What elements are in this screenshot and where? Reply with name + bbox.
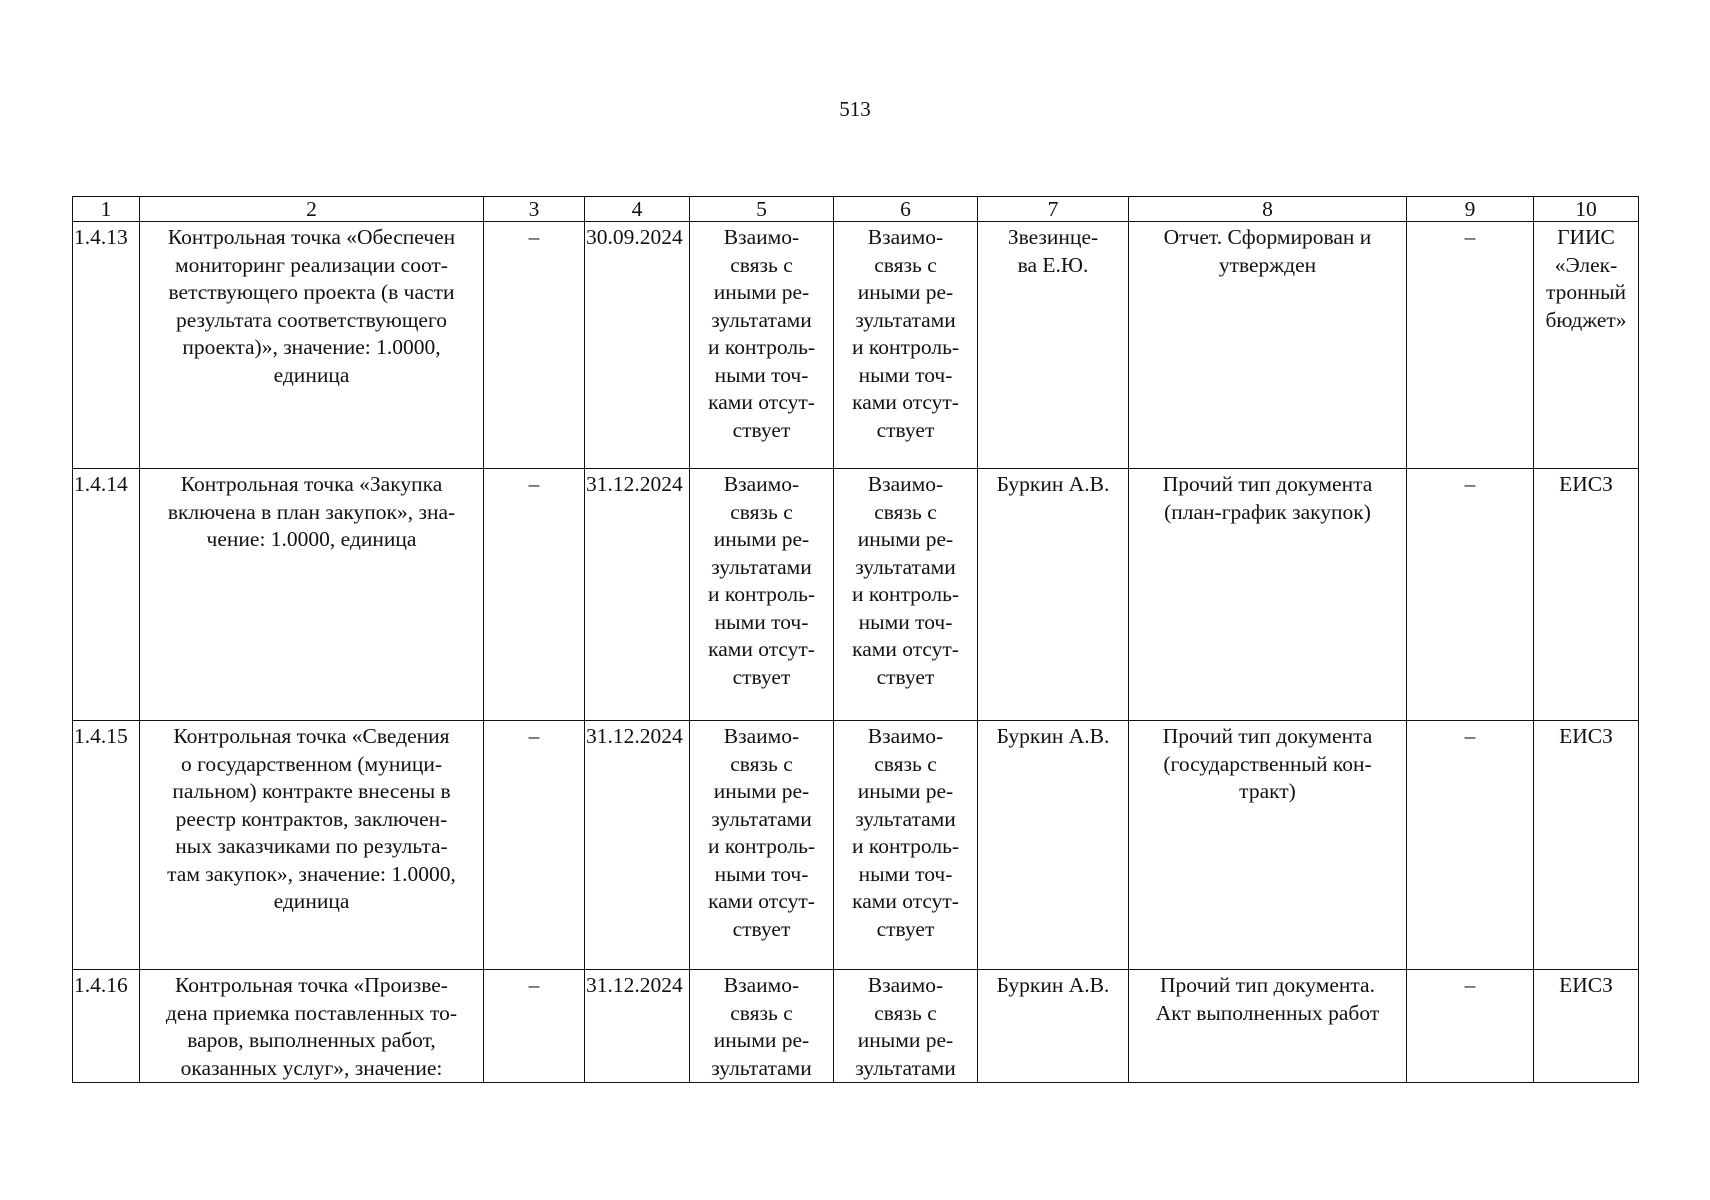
information-system: ЕИСЗ xyxy=(1534,970,1639,1083)
row-number: 1.4.16 xyxy=(73,970,140,1083)
information-system: ЕИСЗ xyxy=(1534,721,1639,970)
deadline-date: 30.09.2024 xyxy=(585,222,690,469)
control-point-name: Контрольная точка «Закупка включена в план закупок», зна- чение: 1.0000, единица xyxy=(140,469,484,721)
col9-value: – xyxy=(1407,721,1534,970)
document-type: Прочий тип документа (государственный кон- тракт) xyxy=(1129,721,1407,970)
control-points-table xyxy=(72,196,1639,1083)
information-system: ГИИС «Элек- тронный бюджет» xyxy=(1534,222,1639,469)
control-point-name: Контрольная точка «Произве- дена приемка поставленных то- варов, выполненных работ, оказанных услуг», значение: xyxy=(140,970,484,1083)
col-header-10: 10 xyxy=(1534,197,1639,222)
col-header-7: 7 xyxy=(978,197,1129,222)
row-number: 1.4.14 xyxy=(73,469,140,721)
table-row xyxy=(73,469,1639,721)
col-header-5: 5 xyxy=(690,197,834,222)
relation-results: Взаимо- связь с иными ре- зультатами и контроль- ными точ- ками отсут- ствует xyxy=(690,222,834,469)
col-header-9: 9 xyxy=(1407,197,1534,222)
relation-points: Взаимо- связь с иными ре- зультатами и контроль- ными точ- ками отсут- ствует xyxy=(834,469,978,721)
table-row xyxy=(73,721,1639,970)
deadline-date: 31.12.2024 xyxy=(585,721,690,970)
page-number: 513 xyxy=(839,97,871,121)
col-header-2: 2 xyxy=(140,197,484,222)
responsible-person: Буркин А.В. xyxy=(978,721,1129,970)
table-row xyxy=(73,222,1639,469)
row-number: 1.4.13 xyxy=(73,222,140,469)
relation-results: Взаимо- связь с иными ре- зультатами и контроль- ными точ- ками отсут- ствует xyxy=(690,469,834,721)
responsible-person: Звезинце- ва Е.Ю. xyxy=(978,222,1129,469)
relation-points: Взаимо- связь с иными ре- зультатами xyxy=(834,970,978,1083)
relation-points: Взаимо- связь с иными ре- зультатами и контроль- ными точ- ками отсут- ствует xyxy=(834,222,978,469)
row-number: 1.4.15 xyxy=(73,721,140,970)
col-header-4: 4 xyxy=(585,197,690,222)
col-header-8: 8 xyxy=(1129,197,1407,222)
document-type: Прочий тип документа. Акт выполненных работ xyxy=(1129,970,1407,1083)
col3-value: – xyxy=(484,721,585,970)
deadline-date: 31.12.2024 xyxy=(585,469,690,721)
col3-value: – xyxy=(484,970,585,1083)
col3-value: – xyxy=(484,222,585,469)
col-header-6: 6 xyxy=(834,197,978,222)
relation-results: Взаимо- связь с иными ре- зультатами xyxy=(690,970,834,1083)
col-header-3: 3 xyxy=(484,197,585,222)
table-row xyxy=(73,970,1639,1083)
document-type: Прочий тип документа (план-график закупок) xyxy=(1129,469,1407,721)
control-point-name: Контрольная точка «Сведения о государственном (муници- пальном) контракте внесены в реестр контрактов, заключен- ных заказчиками по результа- там закупок», значение: 1.0000, единица xyxy=(140,721,484,970)
relation-points: Взаимо- связь с иными ре- зультатами и контроль- ными точ- ками отсут- ствует xyxy=(834,721,978,970)
col3-value: – xyxy=(484,469,585,721)
document-type: Отчет. Сформирован и утвержден xyxy=(1129,222,1407,469)
information-system: ЕИСЗ xyxy=(1534,469,1639,721)
control-point-name: Контрольная точка «Обеспечен мониторинг реализации соот- ветствующего проекта (в части результата соответствующего проекта)», значение: 1.0000, единица xyxy=(140,222,484,469)
col9-value: – xyxy=(1407,469,1534,721)
col9-value: – xyxy=(1407,970,1534,1083)
table-header-row xyxy=(73,197,1639,222)
relation-results: Взаимо- связь с иными ре- зультатами и контроль- ными точ- ками отсут- ствует xyxy=(690,721,834,970)
responsible-person: Буркин А.В. xyxy=(978,469,1129,721)
deadline-date: 31.12.2024 xyxy=(585,970,690,1083)
col9-value: – xyxy=(1407,222,1534,469)
responsible-person: Буркин А.В. xyxy=(978,970,1129,1083)
col-header-1: 1 xyxy=(73,197,140,222)
